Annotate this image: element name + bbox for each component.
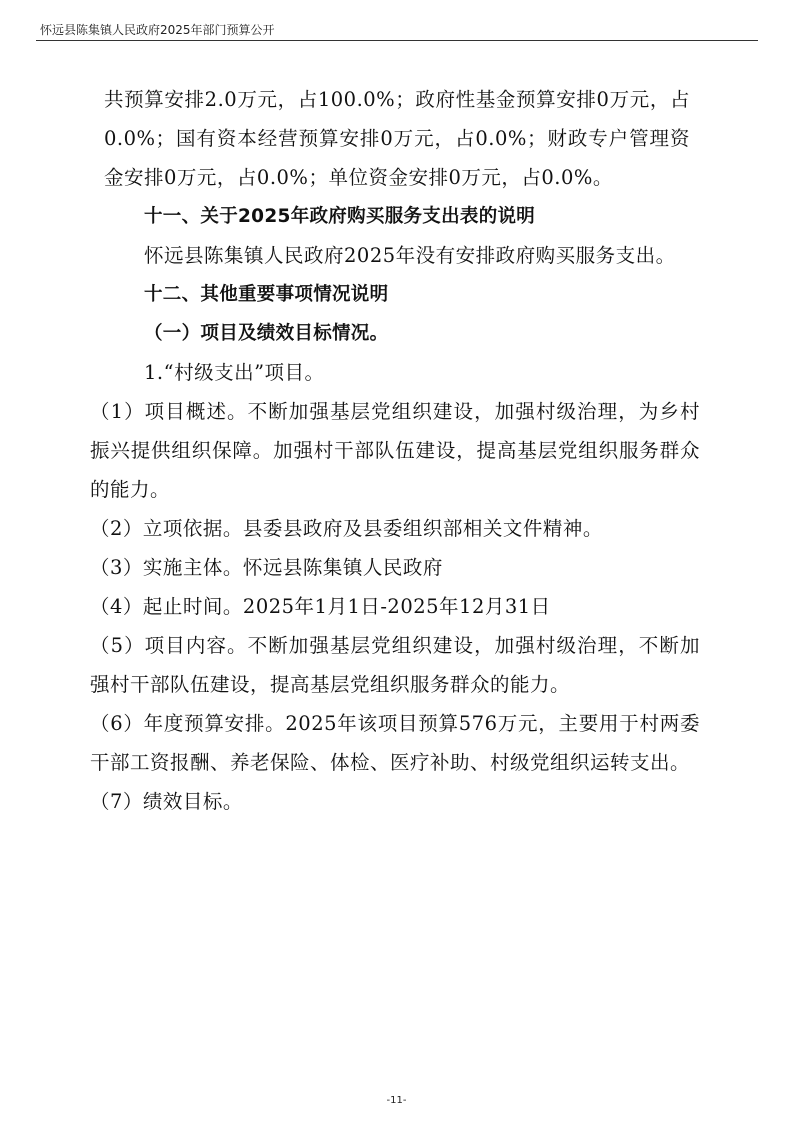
section-heading-12: 十二、其他重要事项情况说明: [144, 284, 389, 305]
project-overview: （1）项目概述。不断加强基层党组织建设，加强村级治理，为乡村振兴提供组织保障。加强村干部队伍建设，提高基层党组织服务群众的能力。: [90, 400, 700, 501]
project-basis: （2）立项依据。县委县政府及县委组织部相关文件精神。: [90, 517, 603, 540]
project-period: （4）起止时间。2025年1月1日-2025年12月31日: [90, 595, 551, 618]
page-number: -11-: [386, 1095, 407, 1106]
document-body: [90, 80, 700, 821]
header-divider: [36, 40, 758, 41]
project-implementer: （3）实施主体。怀远县陈集镇人民政府: [90, 556, 443, 579]
project-title: 1.“村级支出”项目。: [144, 361, 325, 384]
project-annual-budget: （6）年度预算安排。2025年该项目预算576万元，主要用于村两委干部工资报酬、养老保险、体检、医疗补助、村级党组织运转支出。: [90, 712, 700, 774]
paragraph-purchase-services: 怀远县陈集镇人民政府2025年没有安排政府购买服务支出。: [144, 244, 676, 267]
project-performance-goals: （7）绩效目标。: [90, 790, 243, 813]
subsection-heading-1: （一）项目及绩效目标情况。: [144, 323, 389, 344]
page-header-title: 怀远县陈集镇人民政府2025年部门预算公开: [40, 23, 275, 37]
paragraph-budget-continuation: 共预算安排2.0万元，占100.0%；政府性基金预算安排0万元，占0.0%；国有资本经营预算安排0万元，占0.0%；财政专户管理资金安排0万元，占0.0%；单位资金安排0万元，占0.0%。: [104, 88, 690, 189]
section-heading-11: 十一、关于2025年政府购买服务支出表的说明: [144, 206, 536, 227]
project-content: （5）项目内容。不断加强基层党组织建设，加强村级治理，不断加强村干部队伍建设，提高基层党组织服务群众的能力。: [90, 634, 700, 696]
